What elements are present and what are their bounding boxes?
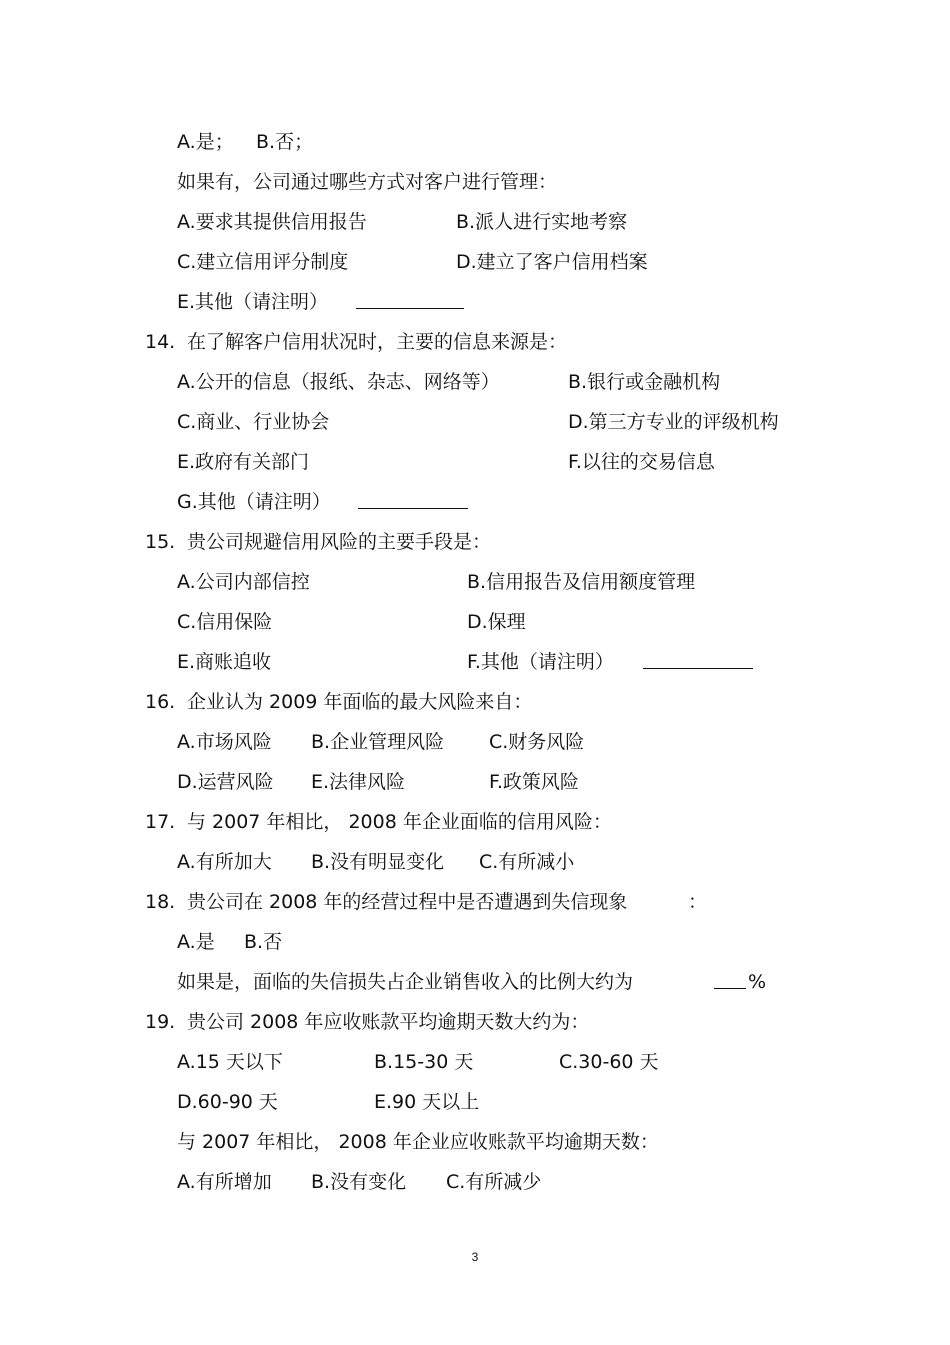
q19-option-c2: C.有所减少 [446,1171,542,1193]
q18-followup: 如果是，面临的失信损失占企业销售收入的比例大约为 [177,971,634,993]
q13-option-b: B.否； [256,131,314,153]
q14-option-f: F.以往的交易信息 [568,451,715,473]
q13-option-b2: B.派人进行实地考察 [456,211,628,233]
q13-option-d2: D.建立了客户信用档案 [456,251,648,273]
q16-option-b: B.企业管理风险 [311,731,445,753]
q16-text: 企业认为 2009 年面临的最大风险来自： [187,691,533,713]
q17-number: 17. [145,811,176,833]
q19-number: 19. [145,1011,176,1033]
q18-text: 贵公司在 2008 年的经营过程中是否遭遇到失信现象 [187,891,628,913]
q15-option-c: C.信用保险 [177,611,273,633]
q15-option-a: A.公司内部信控 [177,571,310,593]
q13-option-a: A.是； [177,131,234,153]
q19-option-b2: B.没有变化 [311,1171,407,1193]
q19-option-e: E.90 天以上 [374,1091,480,1113]
page-number: 3 [471,1250,479,1264]
q15-blank[interactable] [643,650,753,675]
q18-option-b: B.否 [244,931,283,953]
q16-option-e: E.法律风险 [311,771,406,793]
q18-number: 18. [145,891,176,913]
q19-option-d: D.60-90 天 [177,1091,278,1113]
q15-number: 15. [145,531,176,553]
q16-option-a: A.市场风险 [177,731,272,753]
q14-option-e: E.政府有关部门 [177,451,310,473]
q14-option-a: A.公开的信息（报纸、杂志、网络等） [177,371,500,393]
q14-option-g: G.其他（请注明） [177,491,331,513]
q19-followup: 与 2007 年相比， 2008 年企业应收账款平均逾期天数： [177,1131,659,1153]
q13-option-c2: C.建立信用评分制度 [177,251,349,273]
q18-percent: % [748,971,767,993]
q14-option-c: C.商业、行业协会 [177,411,330,433]
q17-option-a: A.有所加大 [177,851,272,873]
q15-option-b: B.信用报告及信用额度管理 [467,571,696,593]
q15-option-e: E.商账追收 [177,651,272,673]
q17-option-b: B.没有明显变化 [311,851,445,873]
q19-option-a2: A.有所增加 [177,1171,272,1193]
q17-text: 与 2007 年相比， 2008 年企业面临的信用风险： [187,811,612,833]
q19-text: 贵公司 2008 年应收账款平均逾期天数大约为： [187,1011,590,1033]
q13-followup: 如果有，公司通过哪些方式对客户进行管理： [177,171,558,193]
q13-option-e2: E.其他（请注明） [177,291,329,313]
q19-option-c: C.30-60 天 [559,1051,659,1073]
q18-colon: ： [688,891,708,913]
q14-number: 14. [145,331,176,353]
q16-option-d: D.运营风险 [177,771,274,793]
q14-option-b: B.银行或金融机构 [568,371,721,393]
q16-option-f: F.政策风险 [489,771,579,793]
q13-blank[interactable] [356,290,464,315]
q16-option-c: C.财务风险 [489,731,585,753]
q15-text: 贵公司规避信用风险的主要手段是： [187,531,492,553]
q19-option-b: B.15-30 天 [374,1051,474,1073]
q18-option-a: A.是 [177,931,215,953]
q18-blank[interactable] [714,970,746,995]
q16-number: 16. [145,691,176,713]
q19-option-a: A.15 天以下 [177,1051,283,1073]
q13-option-a2: A.要求其提供信用报告 [177,211,367,233]
q15-option-d: D.保理 [467,611,526,633]
q14-blank[interactable] [358,490,468,515]
q15-option-f: F.其他（请注明） [467,651,614,673]
q14-option-d: D.第三方专业的评级机构 [568,411,779,433]
q14-text: 在了解客户信用状况时，主要的信息来源是： [187,331,568,353]
q17-option-c: C.有所减小 [479,851,575,873]
